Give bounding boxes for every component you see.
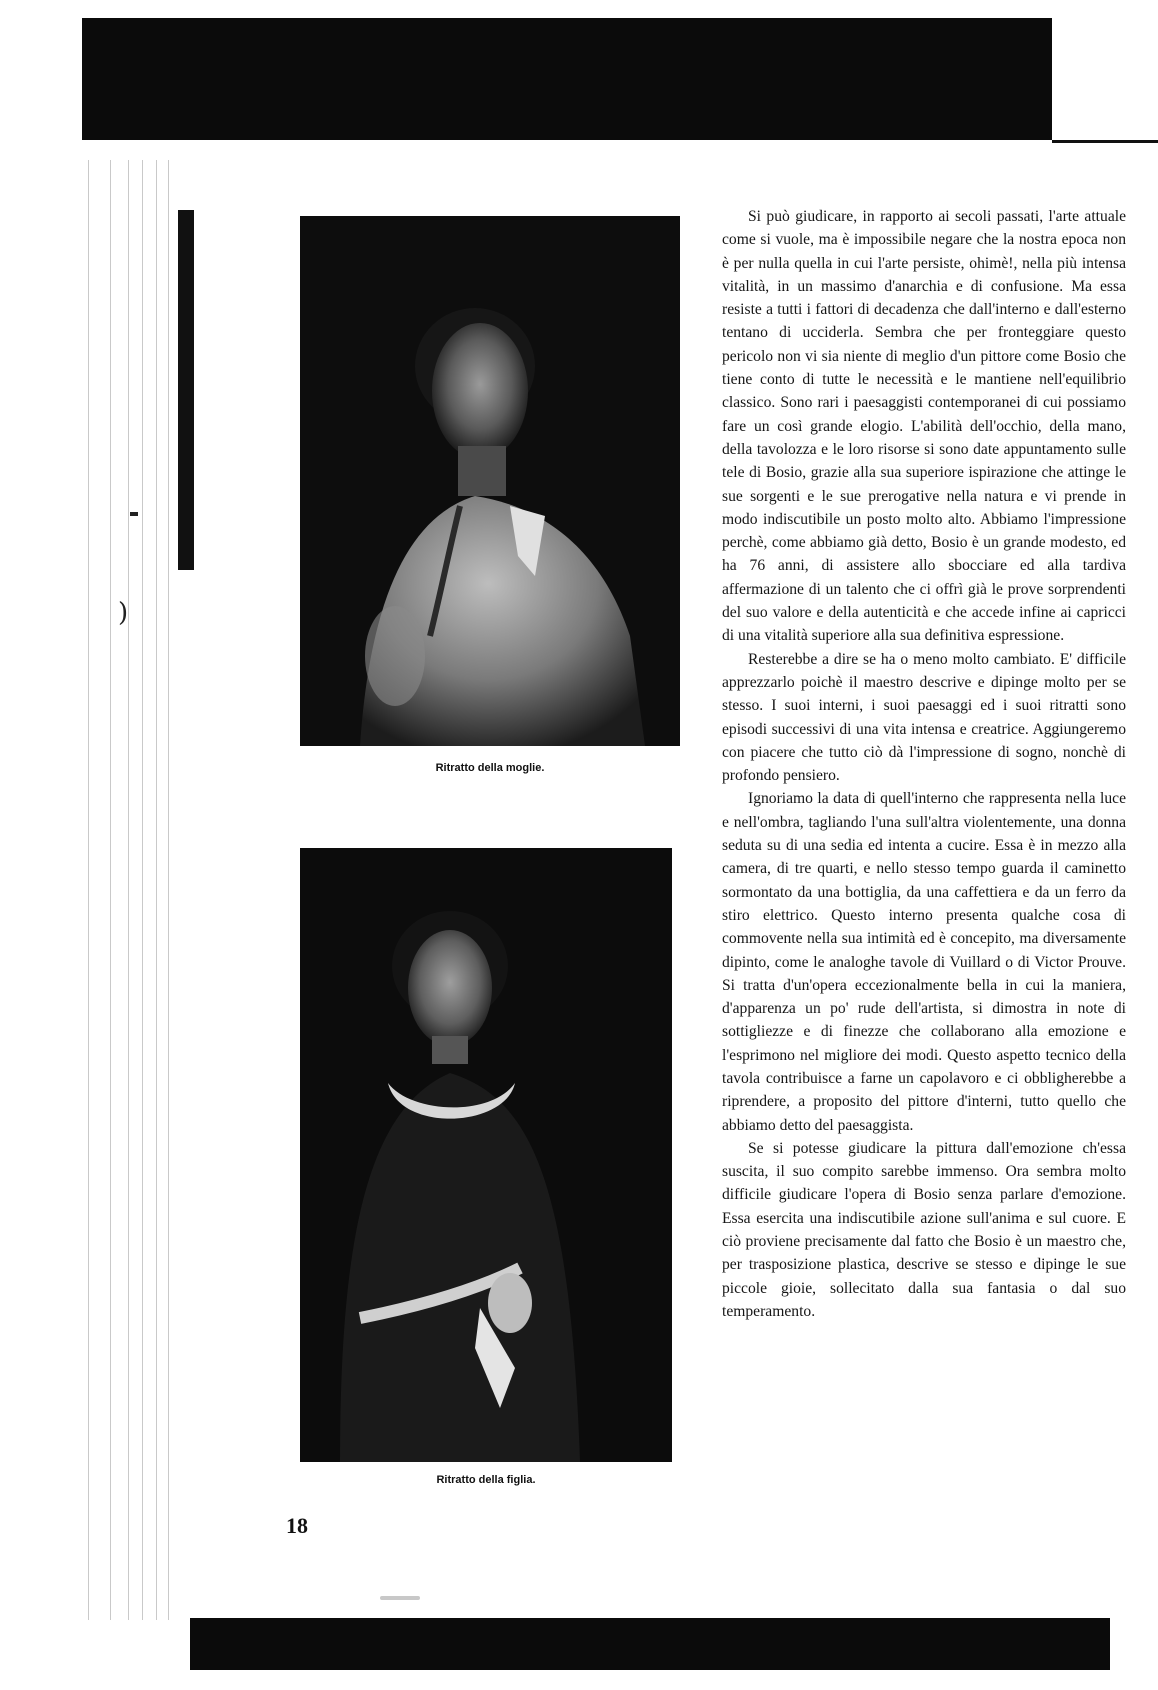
scan-edge-line — [1052, 140, 1158, 162]
portrait-of-wife-photo — [300, 216, 680, 746]
page-number: 18 — [286, 1513, 308, 1538]
caption-portrait-of-daughter: Ritratto della figlia. — [436, 1474, 536, 1486]
caption-portrait-of-wife: Ritratto della moglie. — [435, 762, 545, 774]
scan-mark: ) — [118, 598, 129, 628]
portrait-of-wife-image — [300, 216, 680, 746]
article-paragraph: Ignoriamo la data di quell'interno che rappresenta nella luce e nell'ombra, tagliando l'una sull'altra violentemente, una donna seduta su di una sedia ed intenta a cucire. Essa è in mezzo alla camera, di tre quarti, e nello stesso tempo guarda il caminetto sormontato da una bottiglia, da una caffettiera e da un ferro da stiro elettrico. Questo interno presenta qualche cosa di commovente nella sua intimità ed è concepito, ma diversamente dipinto, come le analoghe tavole di Vuillard o di Victor Prouve. Si tratta d'un'opera eccezionalmente bella in cui la maniera, d'apparenza un po' rude dell'artista, si dimostra in note di sottigliezze e di finezze che collaborano alla emozione e l'esprimono nel migliore dei modi. Questo aspetto tecnico della tavola contribuisce a farne un capolavoro e ci obbligherebbe a riprendere, a proposito del pittore d'interni, tutto quello che abbiamo detto del paesaggista. — [722, 790, 1126, 1134]
portrait-of-daughter-image — [300, 848, 672, 1462]
scan-border-top — [82, 18, 1052, 140]
stacked-page-edges — [70, 160, 190, 1620]
article-body — [722, 205, 1126, 1323]
binding-spine — [178, 210, 194, 570]
scan-mark — [130, 512, 138, 516]
article-paragraph: Resterebbe a dire se ha o meno molto cambiato. E' difficile apprezzarlo poichè il maestro descrive e dipinge molto per se stesso. I suoi interni, i suoi paesaggi ed i suoi ritratti sono episodi successivi di una vita intensa e creatrice. Aggiungeremo con piacere che tutto ciò dà l'impressione di sogno, nonchè di profondo pensiero. — [722, 650, 1126, 785]
portrait-of-daughter-photo — [300, 848, 672, 1462]
scan-smudge — [380, 1596, 420, 1600]
article-paragraph: Si può giudicare, in rapporto ai secoli passati, l'arte attuale come si vuole, ma è impossibile negare che la nostra epoca non è per nulla quella in cui l'arte persiste, ohimè!, nella più intensa vitalità, in un massimo d'anarchia e di confusione. Ma essa resiste a tutti i fattori di decadenza che dall'interno e dall'esterno tentano di ucciderla. Sembra che per fronteggiare questo pericolo non vi sia niente di meglio d'un pittore come Bosio che tiene conto di tutte le necessità e le mantiene nell'equilibrio classico. Sono rari i paesaggisti contemporanei di cui possiamo fare un così grande elogio. L'abilità dell'occhio, della mano, della tavolozza e le loro risorse si sono date appuntamento sulle tele di Bosio, grazie alla sua superiore ispirazione che attinge le sue sorgenti e le sue prerogative nella natura e vi prende in modo indiscutibile un posto molto alto. Abbiamo l'impressione perchè, come abbiamo già detto, Bosio è un grande modesto, ed ha 76 anni, di assistere allo sbocciare ed alla tardiva affermazione di un talento che ci offrì già le prove sorprendenti del suo valore e della autenticità e che accede infine ai capricci di una vitalità superiore alla sua definitiva espressione. — [722, 208, 1126, 645]
scan-border-bottom — [190, 1618, 1110, 1670]
article-paragraph: Se si potesse giudicare la pittura dall'emozione ch'essa suscita, il suo compito sarebbe immenso. Ora sembra molto difficile giudicare l'opera di Bosio senza parlare d'emozione. Essa esercita una indiscutibile azione sull'anima e sul cuore. E ciò proviene precisamente dal fatto che Bosio è un maestro che, per trasposizione plastica, descrive se stesso e dipinge le sue piccole gioie, sollecitato dalla sua fantasia o dal suo temperamento. — [722, 1139, 1126, 1320]
